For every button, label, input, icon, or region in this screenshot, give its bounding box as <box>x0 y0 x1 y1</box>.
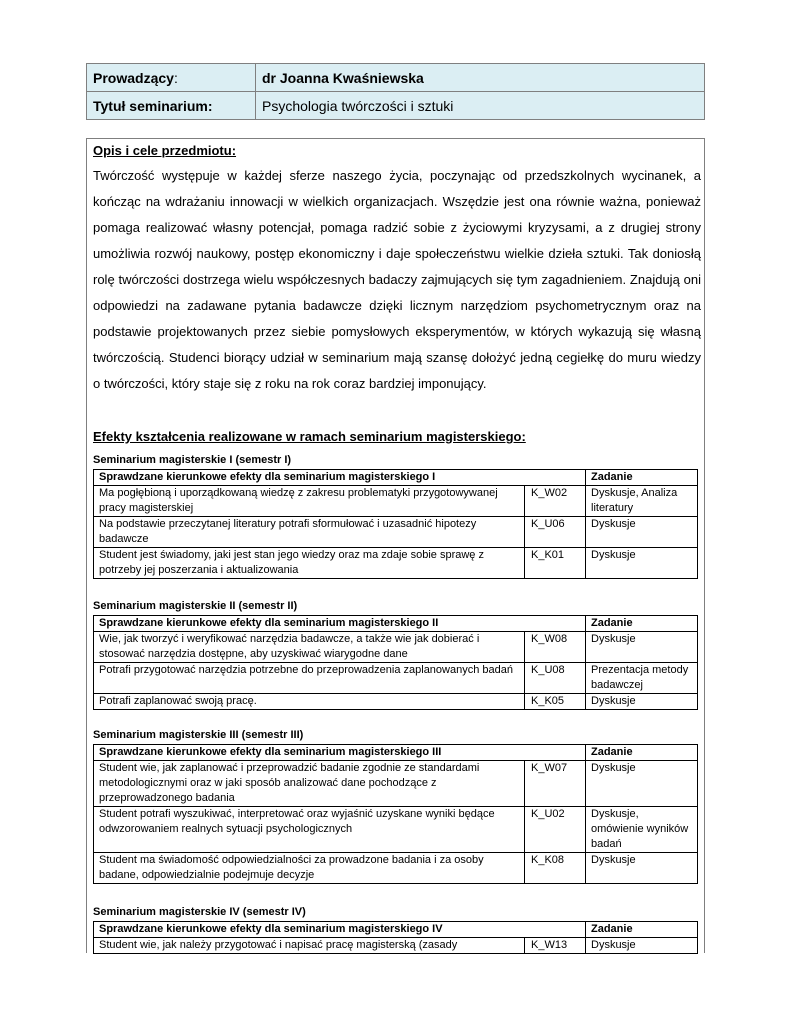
effect-text: Student potrafi wyszukiwać, interpretować oraz wyjaśnić uzyskane wyniki będące odwzorowaniem realnych sytuacji psychologicznych <box>94 807 525 853</box>
task-header: Zadanie <box>586 745 698 761</box>
title-label: Tytuł seminarium: <box>87 92 256 120</box>
title-value: Psychologia twórczości i sztuki <box>256 92 705 120</box>
semester-2-table <box>93 615 698 710</box>
effect-text: Na podstawie przeczytanej literatury potrafi sformułować i uzasadnić hipotezy badawcze <box>94 517 525 548</box>
effects-title: Efekty kształcenia realizowane w ramach seminarium magisterskiego: <box>93 429 526 444</box>
effect-task: Dyskusje <box>586 761 698 807</box>
effect-task: Dyskusje, omówienie wyników badań <box>586 807 698 853</box>
table-row <box>94 632 698 663</box>
description-title: Opis i cele przedmiotu: <box>93 143 237 158</box>
effect-task: Dyskusje <box>586 694 698 710</box>
effects-header: Sprawdzane kierunkowe efekty dla seminarium magisterskiego IV <box>94 922 586 938</box>
effect-task: Dyskusje <box>586 938 698 954</box>
table-row <box>94 853 698 884</box>
effect-task: Dyskusje <box>586 517 698 548</box>
table-row <box>94 486 698 517</box>
effect-code: K_W13 <box>525 938 586 954</box>
table-row <box>94 548 698 579</box>
effect-text: Potrafi zaplanować swoją pracę. <box>94 694 525 710</box>
effect-code: K_U08 <box>525 663 586 694</box>
description-text: Twórczość występuje w każdej sferze naszego życia, poczynając od przedszkolnych wycinanek, a kończąc na wdrażaniu innowacji w wielkich organizacjach. Wszędzie jest ona równie ważna, ponieważ pomaga realizować własny potencjał, pomaga radzić sobie z życiowymi kryzysami, a z drugiej strony umożliwia rozwój naukowy, postęp ekonomiczny i daje społeczeństwu wielkie dzieła sztuki. Tak doniosłą rolę twórczości dostrzega wielu współczesnych badaczy zajmujących się tym zagadnieniem. Znajdują oni odpowiedzi na zadawane pytania badawcze dzięki licznym narzędziom psychometrycznym oraz na podstawie projektowanych przez siebie pomysłowych eksperymentów, w których wykazują się własną twórczością. Studenci biorący udział w seminarium mają szansę dołożyć jedną cegiełkę do muru wiedzy o twórczości, który staje się z roku na rok coraz bardziej imponujący. <box>93 168 701 391</box>
task-header: Zadanie <box>586 470 698 486</box>
lecturer-row <box>87 64 705 92</box>
semester-4-title: Seminarium magisterskie IV (semestr IV) <box>93 906 306 918</box>
semester-1-table <box>93 469 698 579</box>
effect-code: K_K01 <box>525 548 586 579</box>
semester-1-title: Seminarium magisterskie I (semestr I) <box>93 454 292 466</box>
effect-code: K_W07 <box>525 761 586 807</box>
lecturer-colon: : <box>173 69 178 86</box>
table-header-row <box>94 470 698 486</box>
effect-code: K_W08 <box>525 632 586 663</box>
table-row <box>94 517 698 548</box>
semester-3-title: Seminarium magisterskie III (semestr III) <box>93 729 304 741</box>
effect-text: Wie, jak tworzyć i weryfikować narzędzia badawcze, a także wie jak dobierać i stosować narzędzia dostępne, aby uzyskiwać wiarygodne dane <box>94 632 525 663</box>
effect-text: Student ma świadomość odpowiedzialności za prowadzone badania i za osoby badane, odpowiedzialnie podejmuje decyzje <box>94 853 525 884</box>
semester-3-table <box>93 744 698 884</box>
table-header-row <box>94 745 698 761</box>
effect-code: K_U02 <box>525 807 586 853</box>
semester-4-table <box>93 921 698 954</box>
effects-header: Sprawdzane kierunkowe efekty dla seminarium magisterskiego III <box>94 745 586 761</box>
task-header: Zadanie <box>586 616 698 632</box>
table-row <box>94 761 698 807</box>
course-description-box <box>86 138 705 953</box>
effect-code: K_U06 <box>525 517 586 548</box>
table-row <box>94 663 698 694</box>
effect-text: Ma pogłębioną i uporządkowaną wiedzę z zakresu problematyki przygotowywanej pracy magisterskiej <box>94 486 525 517</box>
lecturer-label-cell <box>87 64 256 92</box>
effect-code: K_W02 <box>525 486 586 517</box>
effects-header: Sprawdzane kierunkowe efekty dla seminarium magisterskiego II <box>94 616 586 632</box>
effect-task: Dyskusje <box>586 853 698 884</box>
effect-text: Student jest świadomy, jaki jest stan jego wiedzy oraz ma zdaje sobie sprawę z potrzeby jej poszerzania i aktualizowania <box>94 548 525 579</box>
effect-text: Student wie, jak zaplanować i przeprowadzić badanie zgodnie ze standardami metodologicznymi oraz w jaki sposób analizować dane pochodzące z przeprowadzonego badania <box>94 761 525 807</box>
effects-header: Sprawdzane kierunkowe efekty dla seminarium magisterskiego I <box>94 470 586 486</box>
lecturer-label: Prowadzący <box>93 69 174 86</box>
semester-2-title: Seminarium magisterskie II (semestr II) <box>93 600 298 612</box>
table-row <box>94 807 698 853</box>
effect-text: Student wie, jak należy przygotować i napisać pracę magisterską (zasady <box>94 938 525 954</box>
lecturer-value: dr Joanna Kwaśniewska <box>256 64 705 92</box>
effect-text: Potrafi przygotować narzędzia potrzebne do przeprowadzenia zaplanowanych badań <box>94 663 525 694</box>
effect-code: K_K05 <box>525 694 586 710</box>
effect-task: Prezentacja metody badawczej <box>586 663 698 694</box>
table-header-row <box>94 922 698 938</box>
effect-code: K_K08 <box>525 853 586 884</box>
effect-task: Dyskusje <box>586 548 698 579</box>
course-header-table <box>86 63 705 120</box>
table-row <box>94 938 698 954</box>
table-header-row <box>94 616 698 632</box>
effect-task: Dyskusje, Analiza literatury <box>586 486 698 517</box>
effect-task: Dyskusje <box>586 632 698 663</box>
task-header: Zadanie <box>586 922 698 938</box>
title-row <box>87 92 705 120</box>
table-row <box>94 694 698 710</box>
